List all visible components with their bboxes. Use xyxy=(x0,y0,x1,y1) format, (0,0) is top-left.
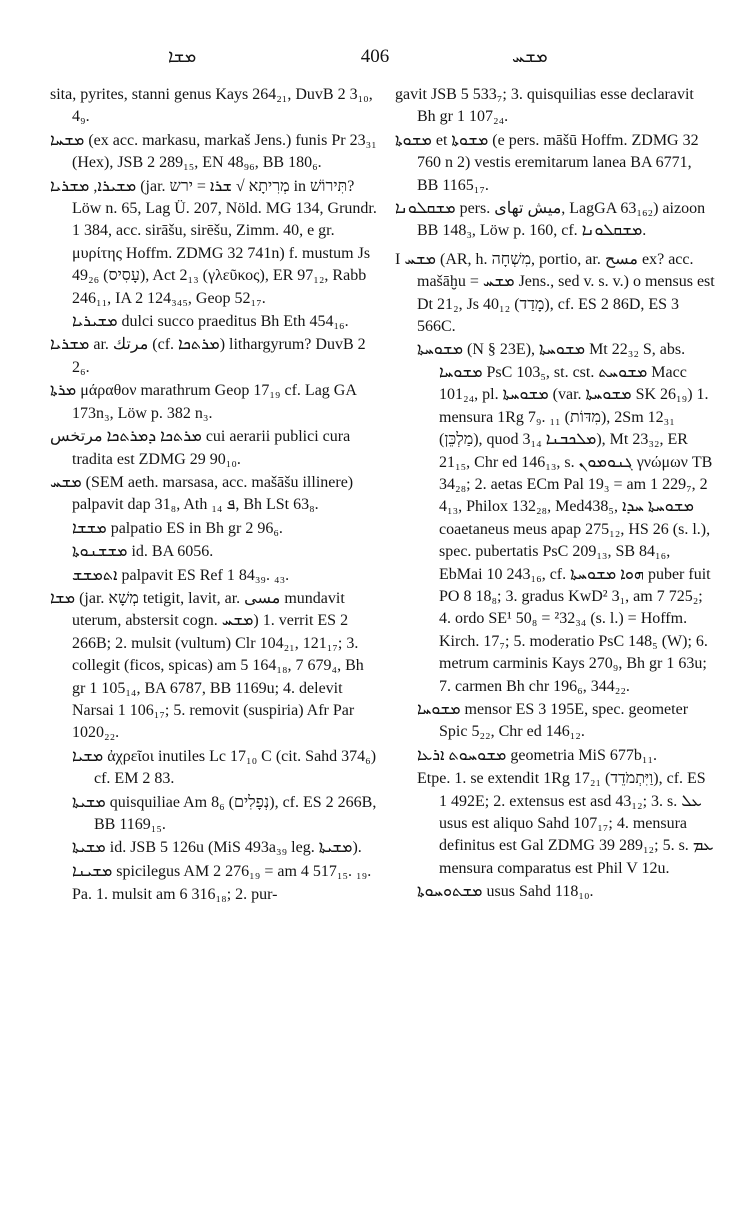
dictionary-subentry: ܡܫܘܚܐ mensor ES 3 195E, spec. geometer Spic 5₂₂, Chr ed 146₁₂. xyxy=(417,700,689,741)
running-head-left: ܡܫܐ xyxy=(168,46,197,66)
dictionary-entry: ܡܫܪܝܐ ar. مرتك (cf. ܡܪܬܟܐ) lithargyrum? DuvB 2 2₆. xyxy=(50,336,366,376)
dictionary-entry: ܡܫܚܐ (ex acc. markasu, markaš Jens.) funis Pr 23₃₁ (Hex), JSB 2 289₁₅, EN 48₉₆, BB 180₆. xyxy=(50,131,377,172)
dictionary-entry: sita, pyrites, stanni genus Kays 264₂₁, DuvB 2 3₁₀, 4₉. xyxy=(50,86,373,126)
dictionary-entry: I ܡܫܚ (AR, h. מִשְׁחָה, portio, ar. مسح ex? acc. mašāḫu = ܡܫܚ Jens., sed v. s. v.) o mensus est Dt 21₂, Js 40₁₂ (מָדַד), cf. ES 2 86D, ES 3 566C. xyxy=(395,250,715,336)
left-column xyxy=(50,84,380,908)
dictionary-entry: ܡܫܘܬܐ et ܡܫܘܬܐ (e pers. māšū Hoffm. ZDMG 32 760 n 2) vestis eremitarum lanea BA 6771, BB 1165₁₇. xyxy=(395,131,699,194)
dictionary-subentry: ܡܫܫܢܘܬܐ id. BA 6056. xyxy=(72,543,214,561)
dictionary-subentry: ܡܫܘܚܘܬ ܐܪܥܐ geometria MiS 677b₁₁. xyxy=(417,746,658,764)
dictionary-subentry: ܡܫܝܢܐ spicilegus AM 2 276₁₉ = am 4 517₁₅. ₁₉. xyxy=(72,862,372,880)
running-head-right: ܡܫܚ xyxy=(512,46,548,66)
dictionary-subentry: ܡܫܝܬܐ quisquiliae Am 8₆ (נְפָלִים), cf. ES 2 266B, BB 1169₁₅. xyxy=(72,793,377,833)
dictionary-subentry: ܡܫܝܪܝܐ dulci succo praeditus Bh Eth 454₁₆. xyxy=(72,313,349,331)
dictionary-entry: ܡܫܚ (SEM aeth. marsasa, acc. mašāšu illinere) palpavit dap 31₈, Ath ܦ ₁₄, Bh LSt 63₈. xyxy=(50,473,354,514)
page-header xyxy=(0,40,750,70)
right-column xyxy=(395,84,715,905)
dictionary-subentry: ܡܫܘܚܬܐ (N § 23E), ܡܫܘܚܬܐ Mt 22₃₂ S, abs. ܡܫܘܚܐ PsC 103₅, st. cst. ܡܫܘܚܬ Macc 101₂₄, pl. ܡܫܘܚܬܐ (var. ܡܫܘܚܬܐ SK 26₁₉) 1. mensura 1Rg 7₉. ₁₁ (מִדּוֹת), 2Sm 12₃₁ (מַלְכֵּן), quod 3₁₄ ܡܠܟܒܢܐ), Mt 23₃₂, ER 21₁₅, Chr ed 146₁₃, s. ܓܢܘܡܘܢ γνώμων TB 34₂₈; 2. aetas ECm Pal 19₃ = am 1 229₇, 2 4₁₃, Philox 132₂₈, Med438₅, ܡܫܘܚܬܐ ܚܕܐ coaetaneus meus apap 275₁₂, HS 26 (s. l.), spec. pubertatis PsC 209₁₃, SB 84₁₆, EbMai 10 243₁₆, cf. ܗܘܐ ܡܫܘܚܬܐ puber fuit PO 8 18₈; 3. gradus KwD² 3₁, am 7 725₂; 4. ordo SE¹ 50₈ = ²32₃₄ (s. l.) = Hoffm. Kirch. 17₇; 5. moderatio PsC 148₅ (W); 6. metrum carminis Kays 270₉, Bh gr 1 63u; 7. carmen Bh chr 196₆, 344₂₂. xyxy=(417,341,713,695)
dictionary-subentry: Pa. 1. mulsit am 6 316₁₈; 2. pur- xyxy=(72,886,278,904)
dictionary-subentry: ܡܫܝܬܐ id. JSB 5 126u (MiS 493a₃₉ leg. ܡܫܝܬܐ). xyxy=(72,839,362,857)
dictionary-subentry: ܡܫܬܘܚܘܬܐ usus Sahd 118₁₀. xyxy=(417,883,594,901)
dictionary-entry: ܡܫܩܠܘܢܐ pers. میش تهای, LagGA 63₁₆₂) aizoon BB 148₃, Löw p. 160, cf. ܡܫܩܠܘܢܐ. xyxy=(395,200,706,240)
dictionary-entry: ܡܫܝܪܐ, ܡܫܪܝܐ (jar. מְרִיתָא √ ܫܪܐ = ירש in תִּירוֹשׁ? Löw n. 65, Lag Ü. 207, Nöld. MG 134, Grundr. 1 384, acc. sirāšu, sirēšu, Zimm. 40, e gr. μυρίτης Hoffm. ZDMG 32 741n) f. mustum Js 49₂₆ (עָסִיס), Act 2₁₃ (γλεῦκος), ER 97₁₂, Rabb 246₁₁, IA 2 124₃₄₅, Geop 52₁₇. xyxy=(50,177,377,307)
dictionary-entry: ܡܪܬܐ μάραθον marathrum Geop 17₁₉ cf. Lag GA 173n₃, Löw p. 382 n₃. xyxy=(50,382,357,422)
dictionary-subentry: ܡܫܫܐ palpatio ES in Bh gr 2 96₆. xyxy=(72,519,283,537)
dictionary-entry: ܡܫܐ (jar. מְשָׁא tetigit, lavit, ar. مسى mundavit uterum, abstersit cogn. ܡܫܚ) 1. verrit ES 2 266B; 2. mulsit (vultum) Clr 104₂₁, 121₁₇; 3. collegit (ficos, spicas) am 5 164₁₈, 7 679₄, Bh gr 1 105₁₄, BA 6787, BB 1169u; 4. delevit Narsai 1 106₁₇; 5. removit (suspiria) Afr Par 1020₂₂. xyxy=(50,589,364,742)
dictionary-subentry: ܡܫܝܐ ἀχρεῖοι inutiles Lc 17₁₀ C (cit. Sahd 374₆) cf. EM 2 83. xyxy=(72,747,377,788)
dictionary-entry: gavit JSB 5 533₇; 3. quisquilias esse declaravit Bh gr 1 107₂₄. xyxy=(395,86,694,126)
dictionary-entry: ܡܪܬܟܐ ܕܡܪܬܟܐ مرتخس cui aerarii publici cura tradita est ZDMG 29 90₁₀. xyxy=(50,428,351,468)
dictionary-subentry: Etpe. 1. se extendit 1Rg 17₂₁ (וַיִּתְמֹדֵד), cf. ES 1 492E; 2. extensus est asd 43₁₂; 3. s. ܥܠ usus est aliquo Sahd 107₁₇; 4. mensura definitus est Gal ZDMG 39 289₁₂; 5. s. ܥܡ mensura comparatus est Phil V 12u. xyxy=(417,770,714,877)
dictionary-subentry: ܐܬܡܫܫ palpavit ES Ref 1 84₃₉. ₄₃. xyxy=(72,566,290,584)
page-number: 406 xyxy=(360,46,390,67)
